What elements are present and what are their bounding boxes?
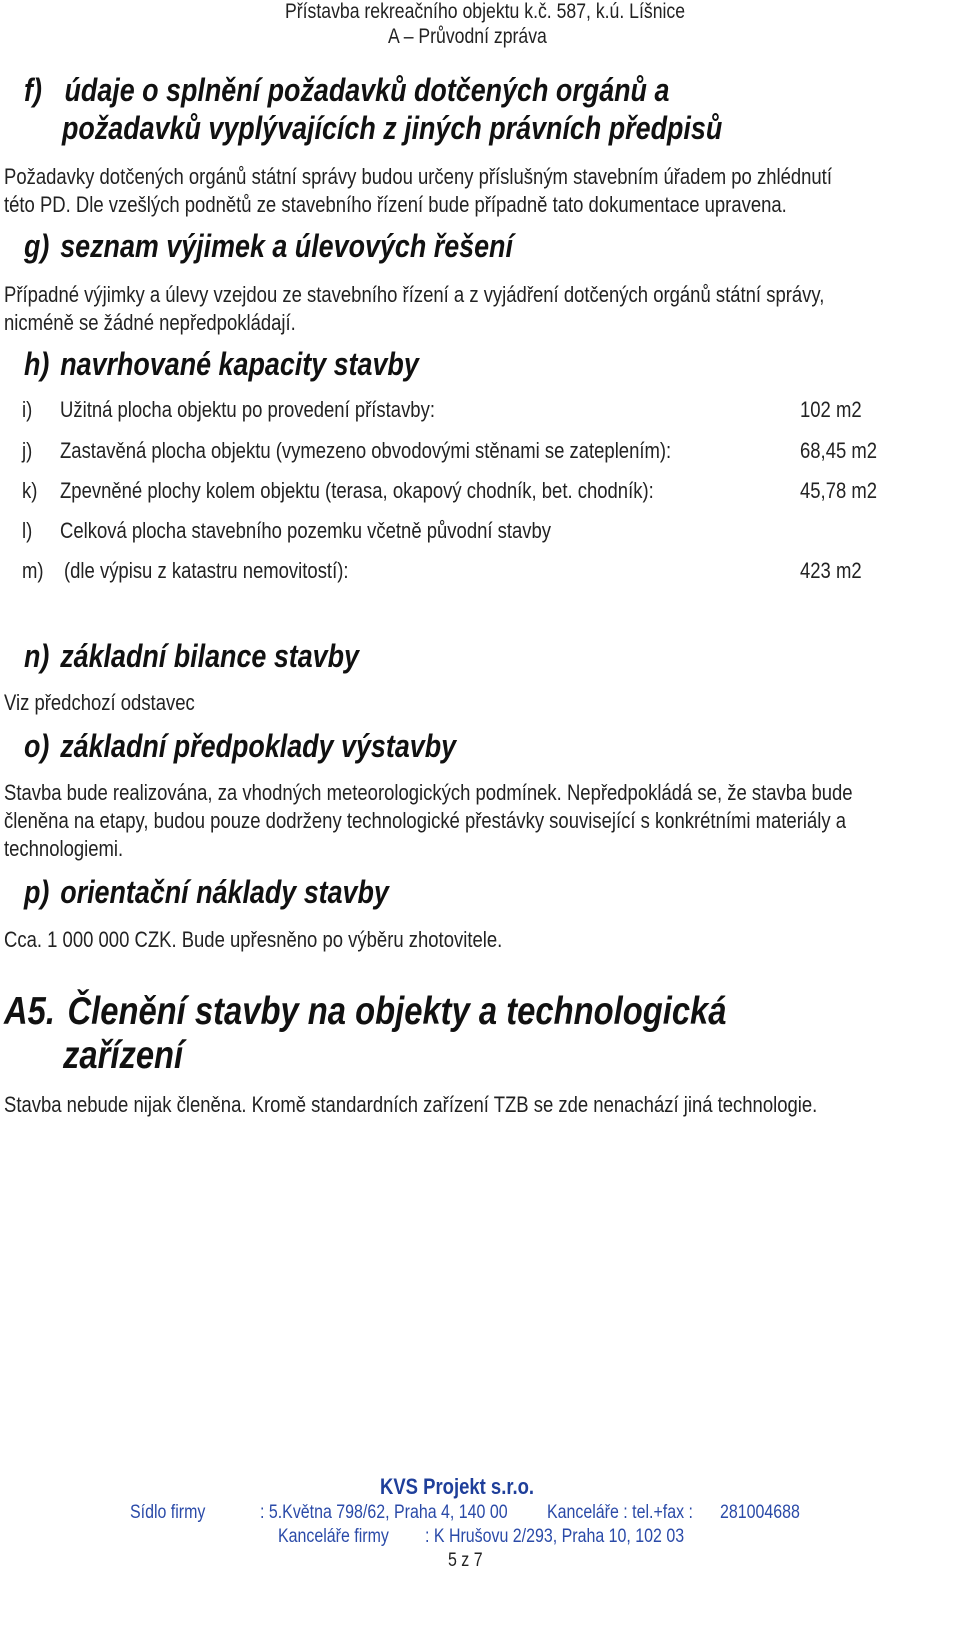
section-h-heading — [24, 346, 419, 383]
section-o-label: o) — [24, 728, 50, 764]
section-a5-text: Stavba nebude nijak členěna. Kromě standardních zařízení TZB se zde nenachází jiná technologie. — [4, 1092, 818, 1117]
capacity-row-key: l) — [22, 518, 33, 543]
capacity-row-key: i) — [22, 397, 33, 422]
footer-sidlo-value: : 5.Května 798/62, Praha 4, 140 00 — [260, 1502, 508, 1523]
section-p-title: orientační náklady stavby — [60, 874, 389, 910]
section-a5-title-line-1: Členění stavby na objekty a technologická — [67, 990, 727, 1033]
section-n-heading — [24, 638, 359, 675]
section-g-label: g) — [24, 228, 50, 264]
section-f-heading — [24, 72, 669, 109]
section-f-label: f) — [24, 72, 42, 108]
capacity-row-text: Celková plocha stavebního pozemku včetně původní stavby — [60, 518, 552, 543]
section-o-text-line-1: Stavba bude realizována, za vhodných meteorologických podmínek. Nepředpokládá se, že stavba bude — [4, 780, 853, 805]
capacity-row-text: Užitná plocha objektu po provedení přístavby: — [60, 397, 435, 422]
footer-sidlo-label: Sídlo firmy — [130, 1502, 206, 1523]
capacity-row-text: Zpevněné plochy kolem objektu (terasa, okapový chodník, bet. chodník): — [60, 478, 654, 503]
section-p-label: p) — [24, 874, 50, 910]
section-g-text-line-2: nicméně se žádné nepředpokládají. — [4, 310, 296, 335]
section-g-heading — [24, 228, 513, 265]
section-f-title-line-1: údaje o splnění požadavků dotčených orgánů a — [64, 72, 670, 108]
capacity-row-value: 45,78 m2 — [800, 478, 878, 503]
section-o-text-line-2: členěna na etapy, budou pouze dodrženy technologické přestávky související s konkrétními materiály a — [4, 808, 846, 833]
footer-kancelare-firmy-value: : K Hrušovu 2/293, Praha 10, 102 03 — [425, 1526, 685, 1547]
footer-kancelare-firmy-label: Kanceláře firmy — [278, 1526, 389, 1547]
capacity-row-key: m) — [22, 558, 44, 583]
section-a5-label: A5. — [4, 990, 55, 1033]
section-n-title: základní bilance stavby — [60, 638, 359, 674]
section-f-title-line-2: požadavků vyplývajících z jiných právních předpisů — [62, 110, 723, 146]
page-number: 5 z 7 — [448, 1550, 483, 1571]
section-o-text-line-3: technologiemi. — [4, 836, 124, 861]
section-o-title: základní předpoklady výstavby — [60, 728, 457, 764]
footer-company-name: KVS Projekt s.r.o. — [380, 1474, 535, 1499]
section-p-heading — [24, 874, 389, 911]
section-o-heading — [24, 728, 456, 765]
section-g-title: seznam výjimek a úlevových řešení — [60, 228, 513, 264]
section-h-label: h) — [24, 346, 50, 382]
capacity-row-text: (dle výpisu z katastru nemovitostí): — [64, 558, 349, 583]
section-a5-title-line-2: zařízení — [63, 1034, 184, 1077]
capacity-row-text: Zastavěná plocha objektu (vymezeno obvodovými stěnami se zateplením): — [60, 438, 672, 463]
header-line-1: Přístavba rekreačního objektu k.č. 587, k.ú. Líšnice — [285, 0, 686, 23]
section-n-text: Viz předchozí odstavec — [4, 690, 195, 715]
section-a5-heading — [4, 990, 727, 1034]
capacity-row-value: 68,45 m2 — [800, 438, 878, 463]
section-f-text-line-1: Požadavky dotčených orgánů státní správy budou určeny příslušným stavebním úřadem po zhlédnutí — [4, 164, 832, 189]
header-line-2: A – Průvodní zpráva — [388, 25, 547, 48]
section-f-text-line-2: této PD. Dle vzešlých podnětů ze stavebního řízení bude případně tato dokumentace upravena. — [4, 192, 787, 217]
capacity-row-value: 102 m2 — [800, 397, 862, 422]
section-h-title: navrhované kapacity stavby — [60, 346, 419, 382]
footer-phone: 281004688 — [720, 1502, 800, 1523]
section-n-label: n) — [24, 638, 50, 674]
section-p-text: Cca. 1 000 000 CZK. Bude upřesněno po výběru zhotovitele. — [4, 927, 503, 952]
footer-kancelare-label: Kanceláře : tel.+fax : — [547, 1502, 693, 1523]
capacity-row-key: j) — [22, 438, 33, 463]
section-g-text-line-1: Případné výjimky a úlevy vzejdou ze stavebního řízení a z vyjádření dotčených orgánů státní správy, — [4, 282, 825, 307]
capacity-row-value: 423 m2 — [800, 558, 862, 583]
capacity-row-key: k) — [22, 478, 38, 503]
